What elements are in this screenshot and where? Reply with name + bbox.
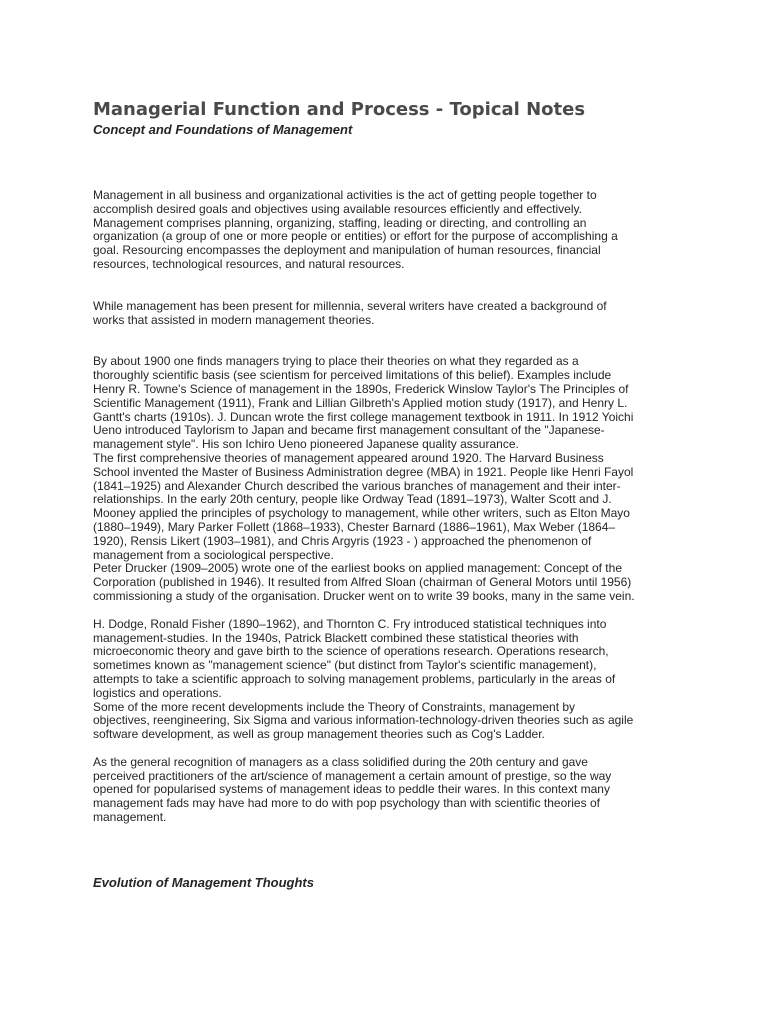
paragraph-line: Management comprises planning, organizing, staffing, leading or directing, and controlling an bbox=[93, 215, 587, 230]
paragraph-line: software development, as well as group management theories such as Cog's Ladder. bbox=[93, 727, 545, 742]
paragraph-line: School invented the Master of Business Administration degree (MBA) in 1921. People like Henri Fayol bbox=[93, 464, 634, 479]
paragraph-line: Management in all business and organizational activities is the act of getting people together to bbox=[93, 188, 597, 202]
paragraph-line: (1880–1949), Mary Parker Follett (1868–1933), Chester Barnard (1886–1961), Max Weber (1864– bbox=[93, 519, 616, 534]
section-heading: Evolution of Management Thoughts bbox=[93, 874, 314, 890]
paragraph-line: By about 1900 one finds managers trying to place their theories on what they regarded as a bbox=[93, 354, 579, 369]
paragraph-line: 1920), Rensis Likert (1903–1981), and Chris Argyris (1923 - ) approached the phenomenon of bbox=[93, 533, 592, 548]
paragraph-line: Scientific Management (1911), Frank and Lillian Gilbreth's Applied motion study (1917), and Henry L. bbox=[93, 395, 628, 410]
paragraph-line: management fads may have had more to do with pop psychology than with scientific theories of bbox=[93, 796, 600, 811]
document-page bbox=[93, 98, 693, 890]
paragraph-line: accomplish desired goals and objectives using available resources efficiently and effectively. bbox=[93, 201, 582, 216]
paragraph-line: management style". His son Ichiro Ueno pioneered Japanese quality assurance. bbox=[93, 437, 519, 452]
paragraph-line: As the general recognition of managers as a class solidified during the 20th century and gave bbox=[93, 754, 588, 769]
paragraph-line: logistics and operations. bbox=[93, 685, 222, 700]
paragraph-line: Peter Drucker (1909–2005) wrote one of the earliest books on applied management: Concept of the bbox=[93, 561, 622, 576]
paragraph-line: management from a sociological perspective. bbox=[93, 547, 334, 562]
document-subtitle: Concept and Foundations of Management bbox=[93, 122, 353, 137]
paragraph-line: opened for popularised systems of management ideas to peddle their wares. In this context many bbox=[93, 782, 610, 797]
paragraph-line: management-studies. In the 1940s, Patrick Blackett combined these statistical theories with bbox=[93, 630, 579, 645]
paragraph-line: H. Dodge, Ronald Fisher (1890–1962), and Thornton C. Fry introduced statistical techniques into bbox=[93, 616, 607, 631]
paragraph-line: works that assisted in modern management theories. bbox=[93, 312, 375, 327]
paragraph-line: organization (a group of one or more people or entities) or effort for the purpose of accomplishing a bbox=[93, 229, 618, 244]
paragraph-line: Corporation (published in 1946). It resulted from Alfred Sloan (chairman of General Motors until 1956) bbox=[93, 575, 632, 590]
paragraph-line: goal. Resourcing encompasses the deployment and manipulation of human resources, financial bbox=[93, 243, 601, 258]
paragraph-line: Mooney applied the principles of psychology to management, while other writers, such as Elton Mayo bbox=[93, 506, 630, 521]
paragraph-history bbox=[93, 300, 693, 328]
paragraph-line: relationships. In the early 20th century, people like Ordway Tead (1891–1973), Walter Scott and J. bbox=[93, 492, 612, 507]
paragraph-line: thoroughly scientific basis (see scientism for perceived limitations of this belief). Examples include bbox=[93, 368, 612, 383]
paragraph-line: Henry R. Towne's Science of management in the 1890s, Frederick Winslow Taylor's The Principles of bbox=[93, 381, 629, 396]
paragraph-line: microeconomic theory and gave birth to the science of operations research. Operations research, bbox=[93, 644, 609, 659]
paragraph-line: attempts to take a scientific approach to solving management problems, particularly in the areas of bbox=[93, 671, 616, 686]
paragraph-line: (1841–1925) and Alexander Church described the various branches of management and their inter- bbox=[93, 478, 621, 493]
paragraph-line: Ueno introduced Taylorism to Japan and became first management consultant of the "Japanese- bbox=[93, 423, 605, 438]
paragraph-line: perceived practitioners of the art/science of management a certain amount of prestige, so the way bbox=[93, 768, 612, 783]
paragraph-line: The first comprehensive theories of management appeared around 1920. The Harvard Business bbox=[93, 450, 604, 465]
paragraph-line: sometimes known as "management science" (but distinct from Taylor's scientific management), bbox=[93, 658, 597, 673]
paragraph-line: management. bbox=[93, 810, 167, 825]
paragraph-line: Some of the more recent developments include the Theory of Constraints, management by bbox=[93, 699, 576, 714]
paragraph-scientific-basis bbox=[93, 355, 693, 603]
paragraph-line: objectives, reengineering, Six Sigma and various information-technology-driven theories such as agile bbox=[93, 713, 634, 728]
paragraph-line: While management has been present for millennia, several writers have created a background of bbox=[93, 298, 607, 313]
paragraph-line: resources, technological resources, and natural resources. bbox=[93, 256, 405, 271]
paragraph-line: commissioning a study of the organisation. Drucker went on to write 39 books, many in the same vein. bbox=[93, 588, 635, 603]
paragraph-line: Gantt's charts (1910s). J. Duncan wrote the first college management textbook in 1911. In 1912 Yoichi bbox=[93, 409, 634, 424]
paragraph-recognition bbox=[93, 756, 693, 825]
paragraph-statistical bbox=[93, 618, 693, 742]
paragraph-definition bbox=[93, 189, 693, 272]
document-title: Managerial Function and Process - Topical Notes bbox=[93, 99, 586, 120]
